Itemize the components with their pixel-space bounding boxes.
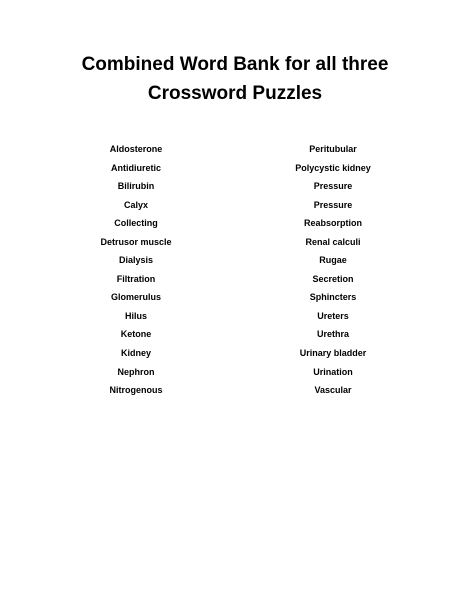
word-bank-term: Nephron <box>117 366 155 377</box>
word-bank-term: Pressure <box>313 181 353 192</box>
word-bank-term: Renal calculi <box>305 236 361 247</box>
word-bank-term: Dialysis <box>118 255 154 266</box>
word-bank-term: Antidiuretic <box>110 162 161 173</box>
word-bank-right-column <box>243 140 423 400</box>
word-bank-term: Detrusor muscle <box>100 236 172 247</box>
word-bank-term: Calyx <box>123 199 149 210</box>
word-bank-term: Reabsorption <box>303 218 362 229</box>
page-title <box>0 50 470 108</box>
word-bank-term: Urethra <box>316 329 349 340</box>
word-bank-term: Vascular <box>314 385 352 396</box>
word-bank-term: Ketone <box>120 329 152 340</box>
title-line-1: Combined Word Bank for all three <box>81 54 389 75</box>
word-bank-term: Kidney <box>120 348 151 359</box>
word-bank-term: Hilus <box>124 310 147 321</box>
word-bank-term: Nitrogenous <box>109 385 163 396</box>
word-bank-term: Filtration <box>116 273 156 284</box>
word-bank-term: Secretion <box>312 273 354 284</box>
word-bank-term: Rugae <box>319 255 347 266</box>
title-line-2: Crossword Puzzles <box>147 83 323 104</box>
word-bank-term: Aldosterone <box>109 144 163 154</box>
word-bank-term: Glomerulus <box>110 292 161 303</box>
word-bank-term: Urination <box>313 366 353 377</box>
word-bank-term: Bilirubin <box>117 181 155 192</box>
word-bank-left-column <box>46 140 226 400</box>
word-bank-term: Pressure <box>313 199 353 210</box>
word-bank-term: Sphincters <box>309 292 357 303</box>
word-bank-term: Collecting <box>114 218 158 229</box>
word-bank-term: Ureters <box>317 310 349 321</box>
word-bank-term: Peritubular <box>309 144 357 154</box>
word-bank-term: Urinary bladder <box>299 348 367 359</box>
word-bank-term: Polycystic kidney <box>295 162 371 173</box>
